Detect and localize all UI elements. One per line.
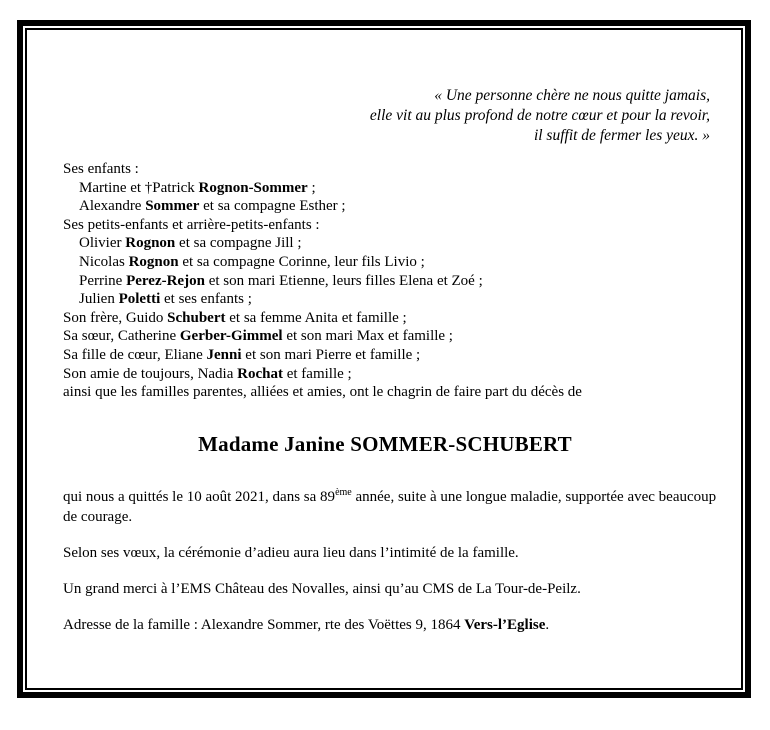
announcement-paragraphs [63,487,718,651]
quote-line: « Une personne chère ne nous quitte jamais, [434,87,710,104]
announcement-paragraph: Adresse de la famille : Alexandre Sommer, rte des Voëttes 9, 1864 Vers-l’Eglise. [63,617,550,633]
quote-line: il suffit de fermer les yeux. » [533,127,710,144]
announcement-paragraph: qui nous a quittés le 10 août 2021, dans sa 89ème année, suite à une longue maladie, supportée avec beaucoup de courage. [63,487,717,525]
family-line: Son amie de toujours, Nadia Rochat et famille ; [63,365,352,382]
family-line: Julien Poletti et ses enfants ; [79,291,252,308]
announcement-paragraph: Selon ses vœux, la cérémonie d’adieu aura lieu dans l’intimité de la famille. [63,545,519,561]
family-line: ainsi que les familles parentes, alliées et amies, ont le chagrin de faire part du décès de [63,384,582,401]
quote-line: elle vit au plus profond de notre cœur et pour la revoir, [369,107,710,124]
family-line: Sa sœur, Catherine Gerber-Gimmel et son mari Max et famille ; [63,328,453,345]
family-line: Ses petits-enfants et arrière-petits-enfants : [63,216,320,233]
announcement-paragraph: Un grand merci à l’EMS Château des Novalles, ainsi qu’au CMS de La Tour-de-Peilz. [63,581,581,597]
family-line: Son frère, Guido Schubert et sa femme Anita et famille ; [63,309,407,326]
family-list [63,160,723,402]
family-line: Martine et †Patrick Rognon-Sommer ; [79,179,316,196]
family-line: Ses enfants : [63,161,139,177]
family-line: Sa fille de cœur, Eliane Jenni et son mari Pierre et famille ; [63,346,421,363]
deceased-name-title: Madame Janine SOMMER-SCHUBERT [198,432,572,456]
epigraph-quote [370,86,710,146]
family-line: Nicolas Rognon et sa compagne Corinne, leur fils Livio ; [79,253,425,270]
family-line: Perrine Perez-Rejon et son mari Etienne, leurs filles Elena et Zoé ; [79,272,483,289]
family-line: Olivier Rognon et sa compagne Jill ; [79,235,302,252]
family-line: Alexandre Sommer et sa compagne Esther ; [79,198,346,215]
